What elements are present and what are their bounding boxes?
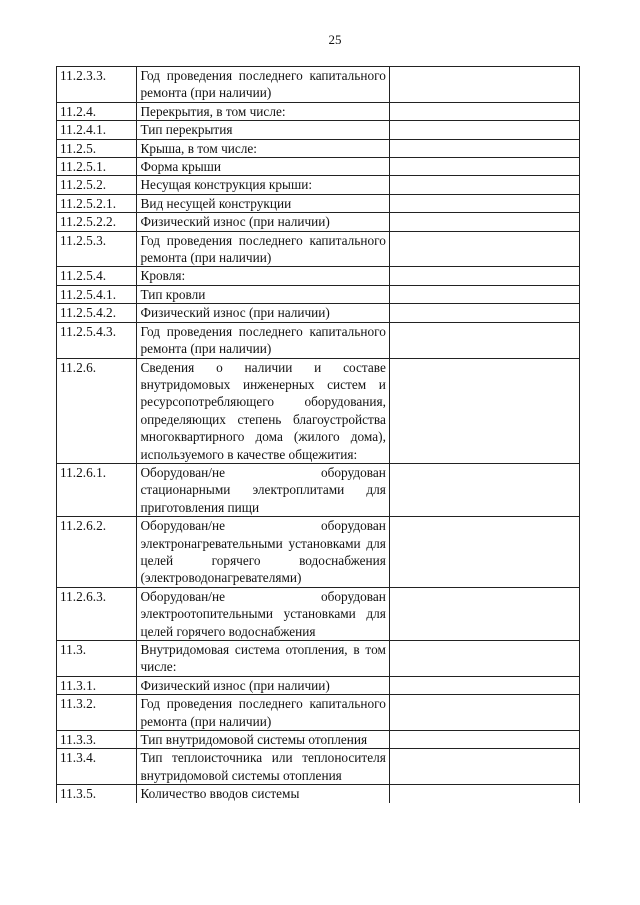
row-label-cell: Физический износ (при наличии) [137, 213, 389, 231]
table-row [57, 517, 580, 588]
row-label-cell: Вид несущей конструкции [137, 194, 389, 212]
row-value-cell [389, 158, 579, 176]
row-number-cell: 11.2.5.1. [57, 158, 137, 176]
table-row [57, 322, 580, 358]
row-number-cell: 11.2.6.3. [57, 587, 137, 640]
row-label-cell: Перекрытия, в том числе: [137, 102, 389, 120]
table-row [57, 267, 580, 285]
row-value-cell [389, 749, 579, 785]
table-row [57, 695, 580, 731]
row-label-cell: Форма крыши [137, 158, 389, 176]
table-row [57, 176, 580, 194]
row-number-cell: 11.2.6.1. [57, 463, 137, 516]
row-label-cell: Тип перекрытия [137, 121, 389, 139]
row-label-cell: Тип теплоисточника или теплоносителя внутридомовой системы отопления [137, 749, 389, 785]
table-row [57, 731, 580, 749]
table-row [57, 231, 580, 267]
row-label-cell: Физический износ (при наличии) [137, 676, 389, 694]
row-number-cell: 11.2.5. [57, 139, 137, 157]
row-number-cell: 11.2.5.3. [57, 231, 137, 267]
row-value-cell [389, 322, 579, 358]
page-number: 25 [328, 32, 342, 47]
row-number-cell: 11.3.2. [57, 695, 137, 731]
row-value-cell [389, 304, 579, 322]
row-number-cell: 11.2.5.4. [57, 267, 137, 285]
table-row [57, 463, 580, 516]
table-row [57, 158, 580, 176]
row-label-cell: Оборудован/не оборудован электроотопительными установками для целей горячего водоснабжения [137, 587, 389, 640]
row-label-cell: Тип кровли [137, 285, 389, 303]
row-label-cell: Год проведения последнего капитального ремонта (при наличии) [137, 231, 389, 267]
row-value-cell [389, 194, 579, 212]
row-label-cell: Кровля: [137, 267, 389, 285]
specification-table [56, 66, 580, 803]
row-label-cell: Тип внутридомовой системы отопления [137, 731, 389, 749]
row-number-cell: 11.3. [57, 641, 137, 677]
row-number-cell: 11.2.5.4.2. [57, 304, 137, 322]
row-value-cell [389, 121, 579, 139]
row-number-cell: 11.2.5.4.3. [57, 322, 137, 358]
row-number-cell: 11.2.3.3. [57, 67, 137, 103]
row-number-cell: 11.2.5.2.1. [57, 194, 137, 212]
row-number-cell: 11.2.6. [57, 358, 137, 463]
table-row [57, 139, 580, 157]
row-value-cell [389, 463, 579, 516]
table-row [57, 749, 580, 785]
table-row [57, 194, 580, 212]
row-label-cell: Оборудован/не оборудован стационарными электроплитами для приготовления пищи [137, 463, 389, 516]
row-label-cell: Оборудован/не оборудован электронагревательными установками для целей горячего водоснабжения (электроводонагревателями) [137, 517, 389, 588]
table-row [57, 676, 580, 694]
row-number-cell: 11.3.5. [57, 785, 137, 803]
table-row [57, 358, 580, 463]
table-body [57, 67, 580, 803]
row-value-cell [389, 139, 579, 157]
row-value-cell [389, 102, 579, 120]
row-value-cell [389, 213, 579, 231]
table-row [57, 285, 580, 303]
row-number-cell: 11.2.5.4.1. [57, 285, 137, 303]
row-value-cell [389, 176, 579, 194]
table-row [57, 213, 580, 231]
row-value-cell [389, 517, 579, 588]
row-number-cell: 11.2.4. [57, 102, 137, 120]
row-value-cell [389, 267, 579, 285]
row-label-cell: Год проведения последнего капитального ремонта (при наличии) [137, 322, 389, 358]
row-number-cell: 11.3.1. [57, 676, 137, 694]
row-value-cell [389, 731, 579, 749]
table-row [57, 587, 580, 640]
table-row [57, 102, 580, 120]
table-row [57, 785, 580, 803]
row-number-cell: 11.2.5.2.2. [57, 213, 137, 231]
row-label-cell: Крыша, в том числе: [137, 139, 389, 157]
table-row [57, 304, 580, 322]
row-label-cell: Год проведения последнего капитального ремонта (при наличии) [137, 67, 389, 103]
row-number-cell: 11.2.5.2. [57, 176, 137, 194]
table-row [57, 641, 580, 677]
row-value-cell [389, 676, 579, 694]
row-value-cell [389, 358, 579, 463]
row-value-cell [389, 587, 579, 640]
table-row [57, 121, 580, 139]
row-value-cell [389, 231, 579, 267]
row-number-cell: 11.3.4. [57, 749, 137, 785]
row-label-cell: Количество вводов системы [137, 785, 389, 803]
row-label-cell: Год проведения последнего капитального ремонта (при наличии) [137, 695, 389, 731]
row-number-cell: 11.2.6.2. [57, 517, 137, 588]
row-value-cell [389, 285, 579, 303]
row-number-cell: 11.3.3. [57, 731, 137, 749]
row-label-cell: Несущая конструкция крыши: [137, 176, 389, 194]
table-row [57, 67, 580, 103]
row-label-cell: Сведения о наличии и составе внутридомовых инженерных систем и ресурсопотребляющего оборудования, определяющих степень благоустройства многоквартирного дома (жилого дома), используемого в качестве общежития: [137, 358, 389, 463]
row-label-cell: Внутридомовая система отопления, в том числе: [137, 641, 389, 677]
row-value-cell [389, 695, 579, 731]
row-value-cell [389, 67, 579, 103]
row-label-cell: Физический износ (при наличии) [137, 304, 389, 322]
row-value-cell [389, 785, 579, 803]
row-value-cell [389, 641, 579, 677]
row-number-cell: 11.2.4.1. [57, 121, 137, 139]
